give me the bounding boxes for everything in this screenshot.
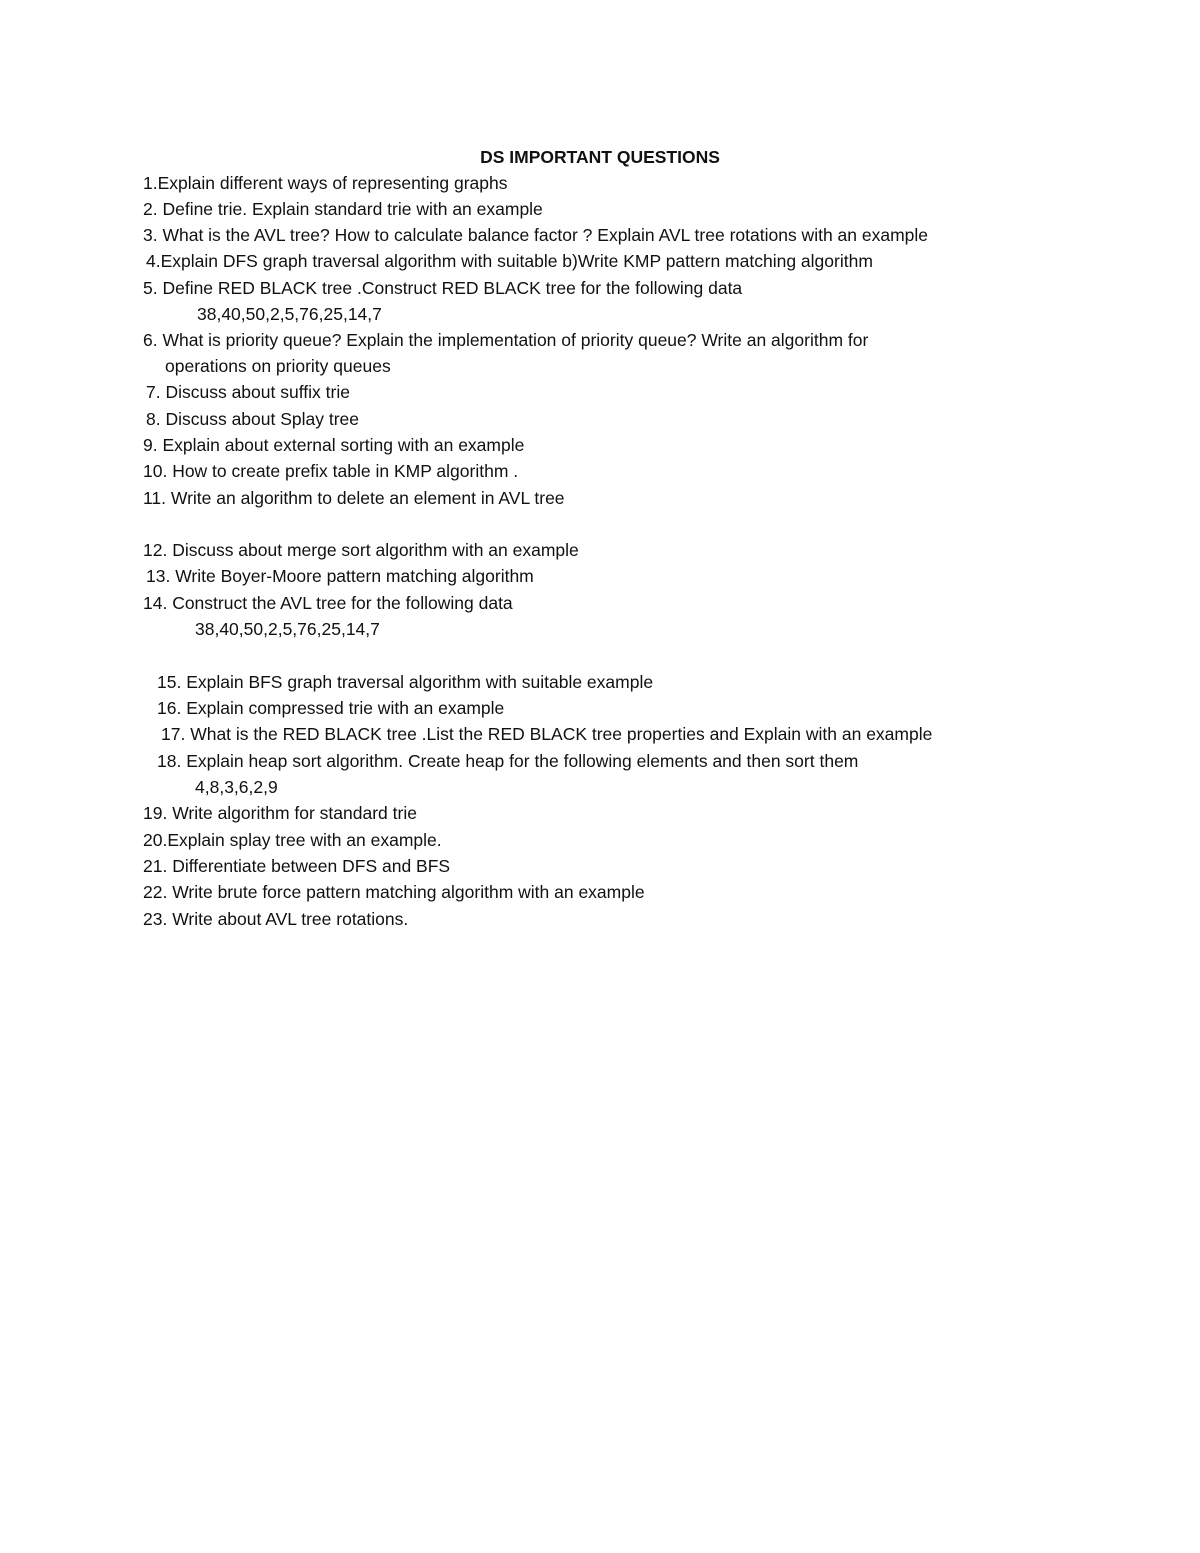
question-18: 18. Explain heap sort algorithm. Create heap for the following elements and then sort them: [157, 751, 859, 771]
question-2: 2. Define trie. Explain standard trie with an example: [143, 199, 543, 219]
question-23: 23. Write about AVL tree rotations.: [143, 909, 409, 929]
question-21: 21. Differentiate between DFS and BFS: [143, 856, 451, 876]
question-3: 3. What is the AVL tree? How to calculate balance factor ? Explain AVL tree rotations with an example: [143, 225, 929, 245]
question-6: 6. What is priority queue? Explain the implementation of priority queue? Write an algorithm for: [143, 330, 869, 350]
question-10: 10. How to create prefix table in KMP algorithm .: [143, 461, 519, 481]
question-19: 19. Write algorithm for standard trie: [143, 803, 417, 823]
question-14: 14. Construct the AVL tree for the following data: [143, 593, 513, 613]
question-12: 12. Discuss about merge sort algorithm with an example: [143, 540, 579, 560]
question-18-data: 4,8,3,6,2,9: [195, 777, 278, 797]
question-20: 20.Explain splay tree with an example.: [143, 830, 442, 850]
question-14-data: 38,40,50,2,5,76,25,14,7: [195, 619, 380, 639]
question-22: 22. Write brute force pattern matching algorithm with an example: [143, 882, 645, 902]
question-17: 17. What is the RED BLACK tree .List the RED BLACK tree properties and Explain with an example: [161, 724, 933, 744]
question-9: 9. Explain about external sorting with an example: [143, 435, 525, 455]
question-8: 8. Discuss about Splay tree: [146, 409, 360, 429]
question-5: 5. Define RED BLACK tree .Construct RED BLACK tree for the following data: [143, 278, 743, 298]
document-title: DS IMPORTANT QUESTIONS: [480, 147, 720, 167]
question-5-data: 38,40,50,2,5,76,25,14,7: [197, 304, 382, 324]
question-7: 7. Discuss about suffix trie: [146, 382, 350, 402]
question-16: 16. Explain compressed trie with an example: [157, 698, 505, 718]
question-1: 1.Explain different ways of representing graphs: [143, 173, 508, 193]
question-15: 15. Explain BFS graph traversal algorithm with suitable example: [157, 672, 654, 692]
question-6-continued: operations on priority queues: [165, 356, 391, 376]
question-11: 11. Write an algorithm to delete an element in AVL tree: [143, 488, 565, 508]
question-4: 4.Explain DFS graph traversal algorithm with suitable b)Write KMP pattern matching algorithm: [146, 251, 873, 271]
question-13: 13. Write Boyer-Moore pattern matching algorithm: [146, 566, 534, 586]
